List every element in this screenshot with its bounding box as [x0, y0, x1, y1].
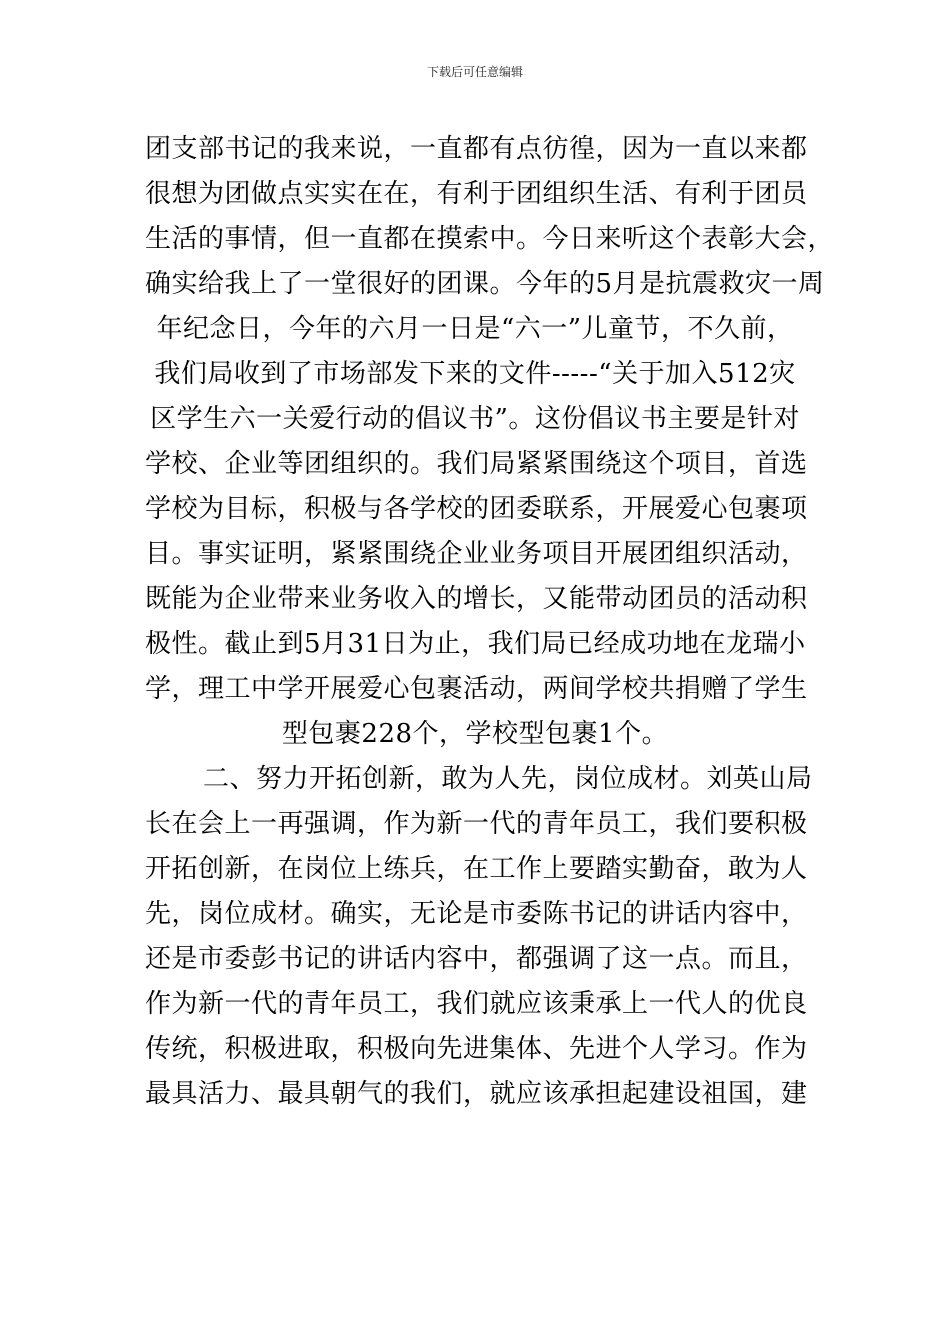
text-line: 很想为团做点实实在在，有利于团组织生活、有利于团员	[145, 179, 808, 209]
text-line: 既能为企业带来业务收入的增长，又能带动团员的活动积	[145, 584, 808, 614]
text-line: 先，岗位成材。确实，无论是市委陈书记的讲话内容中，	[145, 899, 808, 929]
paragraph-end-line: 型包裹228个，学校型包裹1个。	[281, 719, 669, 749]
text-line: 我们局收到了市场部发下来的文件-----“关于加入512灾	[154, 359, 796, 389]
text-line: 最具活力、最具朝气的我们，就应该承担起建设祖国，建	[145, 1079, 808, 1109]
text-line: 作为新一代的青年员工，我们就应该秉承上一代人的优良	[145, 989, 808, 1019]
page-header: 下载后可任意编辑	[426, 65, 523, 79]
text-line: 学，理工中学开展爱心包裹活动，两间学校共捐赠了学生	[145, 674, 808, 704]
text-line: 开拓创新，在岗位上练兵，在工作上要踏实勤奋，敢为人	[145, 854, 808, 884]
text-line: 团支部书记的我来说，一直都有点彷徨，因为一直以来都	[145, 134, 808, 164]
text-line: 还是市委彭书记的讲话内容中，都强调了这一点。而且，	[145, 944, 808, 974]
text-line: 确实给我上了一堂很好的团课。今年的5月是抗震救灾一周	[145, 269, 825, 299]
text-line: 极性。截止到5月31日为止，我们局已经成功地在龙瑞小	[145, 629, 806, 659]
text-line: 学校为目标，积极与各学校的团委联系，开展爱心包裹项	[145, 494, 808, 524]
paragraph-start-line: 二、努力开拓创新，敢为人先，岗位成材。刘英山局	[203, 764, 813, 794]
text-line: 区学生六一关爱行动的倡议书”。这份倡议书主要是针对	[150, 404, 800, 434]
text-line: 生活的事情，但一直都在摸索中。今日来听这个表彰大会，	[145, 224, 835, 254]
document-body	[145, 127, 835, 1117]
text-line: 年纪念日，今年的六月一日是“六一”儿童节，不久前，	[156, 314, 794, 344]
text-line: 目。事实证明，紧紧围绕企业业务项目开展团组织活动，	[145, 539, 808, 569]
text-line: 学校、企业等团组织的。我们局紧紧围绕这个项目，首选	[145, 449, 808, 479]
text-line: 传统，积极进取，积极向先进集体、先进个人学习。作为	[145, 1034, 808, 1064]
text-line: 长在会上一再强调，作为新一代的青年员工，我们要积极	[145, 809, 808, 839]
